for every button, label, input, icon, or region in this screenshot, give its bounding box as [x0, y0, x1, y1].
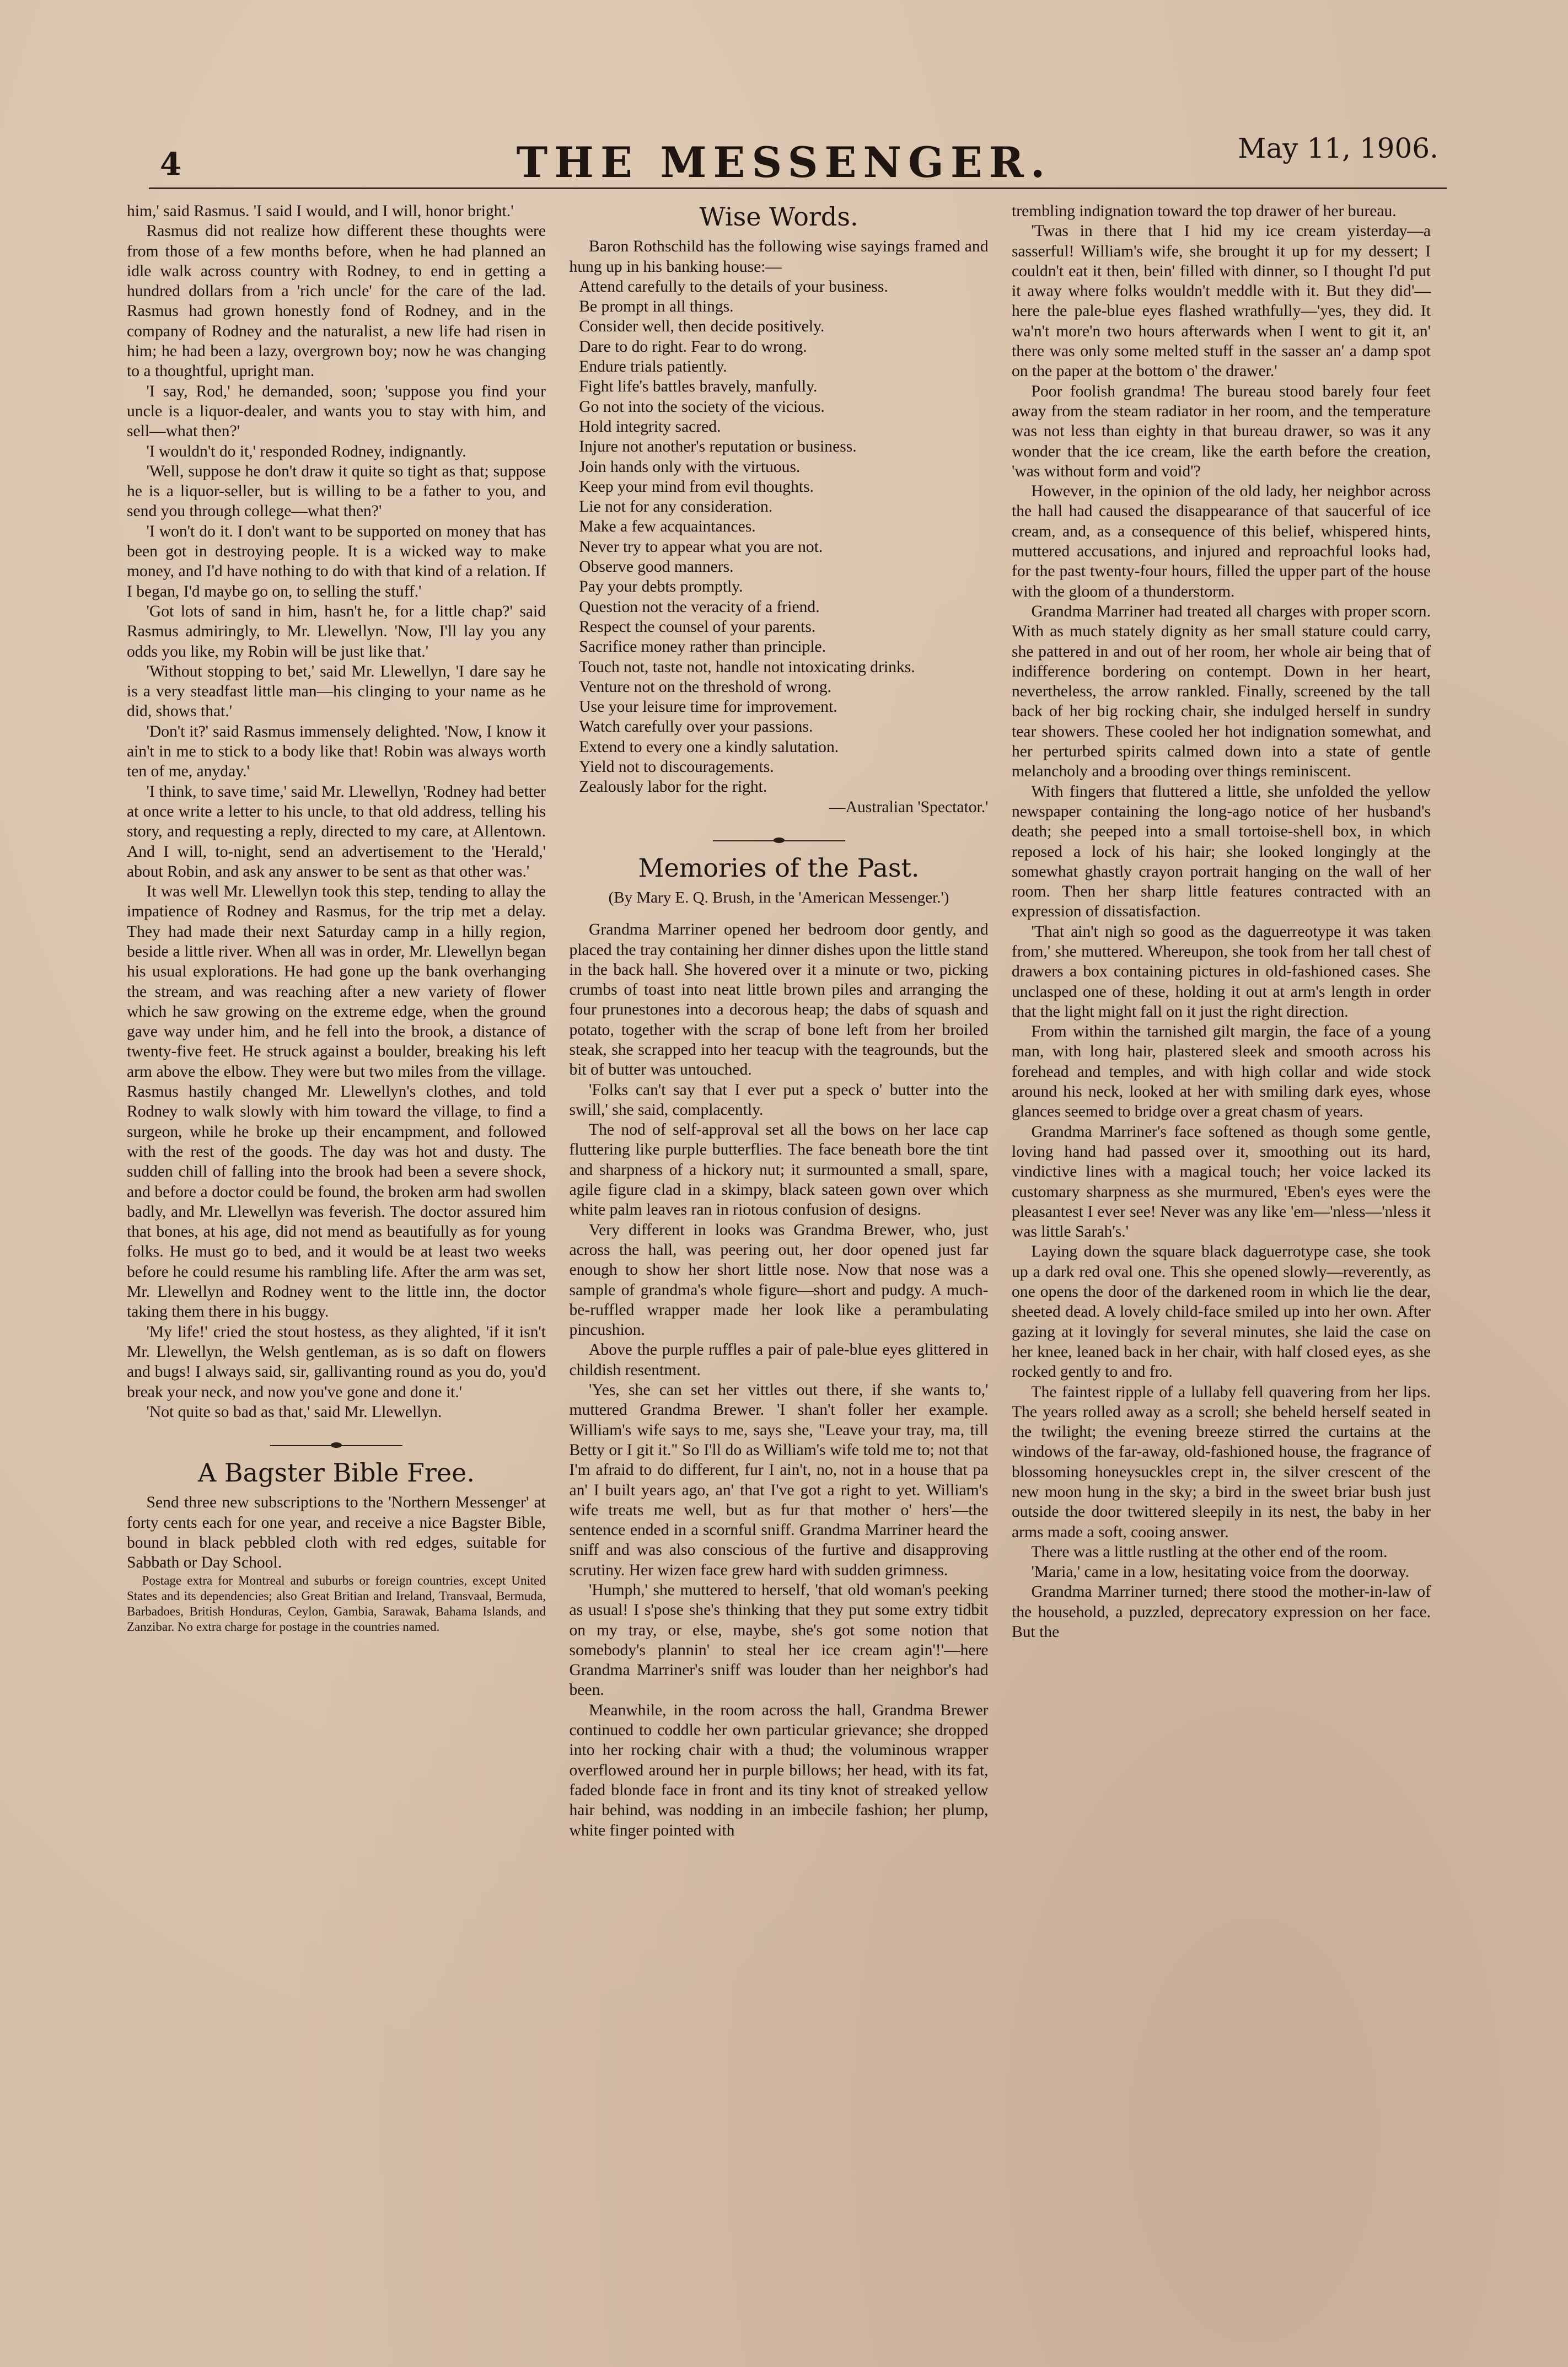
paragraph: Grandma Marriner had treated all charges with proper scorn. With as much stately dignity as her small stature could carry, she pattered in and out of her room, her whole air being that of indifference bordering on contempt. Down in her heart, nevertheless, the arrow rankled. Finally, screened by the tall back of her big rocking chair, she indulged herself in sundry tear showers. These cooled her hot indignation somewhat, and her perturbed spirits calmed down into a state of gentle melancholy and a brooding over things reminiscent.	[1012, 602, 1431, 781]
memories-byline: (By Mary E. Q. Brush, in the 'American Messenger.')	[608, 889, 949, 907]
paragraph: There was a little rustling at the other end of the room.	[1031, 1543, 1388, 1561]
column-3	[1012, 201, 1431, 1840]
masthead: THE MESSENGER.	[516, 138, 1052, 187]
paragraph: Grandma Marriner's face softened as though some gentle, loving hand had passed over it, smoothing out its hard, vindictive lines with a magical touch; her voice lacked its customary sharpness as she murmured, 'Eben's eyes were the pleasantest I ever see! Never was any like 'em—'nless—'nless it was little Sarah's.'	[1012, 1123, 1431, 1241]
saying-item: Touch not, taste not, handle not intoxicating drinks.	[579, 658, 915, 676]
paragraph: 'Don't it?' said Rasmus immensely delighted. 'Now, I know it ain't in me to stick to a body like that! Robin was always worth ten of me, anyday.'	[127, 722, 546, 781]
saying-item: Be prompt in all things.	[579, 298, 734, 316]
saying-item: Endure trials patiently.	[579, 358, 727, 376]
saying-item: Fight life's battles bravely, manfully.	[579, 378, 818, 396]
paragraph: 'Not quite so bad as that,' said Mr. Llewellyn.	[146, 1403, 442, 1421]
saying-item: Go not into the society of the vicious.	[579, 398, 825, 416]
saying-item: Attend carefully to the details of your business.	[579, 277, 888, 296]
paragraph: 'My life!' cried the stout hostess, as they alighted, 'if it isn't Mr. Llewellyn, the Welsh gentleman, as is so daft on flowers and bugs! I always said, sir, gallivanting round as you do, you'd break your neck, and now you've gone and done it.'	[127, 1323, 546, 1401]
paragraph: Grandma Marriner turned; there stood the mother-in-law of the household, a puzzled, deprecatory expression on her face. But the	[1012, 1583, 1431, 1641]
paragraph: 'Folks can't say that I ever put a speck o' butter into the swill,' she said, complacently.	[569, 1081, 989, 1119]
paragraph: From within the tarnished gilt margin, the face of a young man, with long hair, plastered sleek and smooth across his forehead and temples, and with high collar and wide stock around his neck, looked at her with smiling dark eyes, whose glances seemed to bridge over a great chasm of years.	[1012, 1023, 1431, 1121]
saying-item: Extend to every one a kindly salutation.	[579, 738, 839, 756]
saying-item: Dare to do right. Fear to do wrong.	[579, 337, 807, 356]
paragraph: 'I won't do it. I don't want to be supported on money that has been got in destroying people. It is a wicked way to make money, and I'd have nothing to do with that kind of a relation. If I began, I'd maybe go on, to selling the stuff.'	[127, 522, 546, 600]
paragraph: 'I say, Rod,' he demanded, soon; 'suppose you find your uncle is a liquor-dealer, and wants you to stay with him, and sell—what then?'	[127, 382, 546, 441]
paragraph: 'Without stopping to bet,' said Mr. Llewellyn, 'I dare say he is a very steadfast little man—his clinging to your name as he did, shows that.'	[127, 662, 546, 721]
saying-item: Consider well, then decide positively.	[579, 318, 825, 336]
wise-words-intro: Baron Rothschild has the following wise sayings framed and hung up in his banking house:—	[569, 238, 989, 276]
memories-title: Memories of the Past.	[638, 852, 920, 883]
paragraph: Grandma Marriner opened her bedroom door gently, and placed the tray containing her dinner dishes upon the little stand in the back hall. She hovered over it a minute or two, picking crumbs of toast into neat little brown piles and arranging the four prunestones into a decorous heap; the dabs of squash and potato, together with the scrap of bone left from her broiled steak, she scrapped into her teacup with the teagrounds, but the bit of butter was untouched.	[569, 921, 989, 1079]
saying-item: Injure not another's reputation or business.	[579, 438, 857, 456]
paragraph: Meanwhile, in the room across the hall, Grandma Brewer continued to coddle her own particular grievance; she dropped into her rocking chair with a thud; the voluminous wrapper overflowed around her in purple billows; her head, with its fat, faded blonde face in front and its tiny knot of streaked yellow hair behind, was nodding in an imbecile fashion; her plump, white finger pointed with	[569, 1701, 989, 1839]
saying-item: Never try to appear what you are not.	[579, 538, 823, 556]
sayings-list	[570, 277, 989, 797]
saying-item: Lie not for any consideration.	[579, 498, 773, 516]
paragraph: The faintest ripple of a lullaby fell quavering from her lips. The years rolled away as a scroll; she beheld herself seated in the twilight; the evening breeze stirred the curtains at the windows of the far-away, old-fashioned house, the fragrance of blossoming honeysuckles crept in, the silver crescent of the new moon hung in the sky; a bird in the sweet briar bush just outside the door twittered sleepily in its nest, the baby in her arms made a soft, cooing answer.	[1012, 1383, 1431, 1541]
paragraph: The nod of self-approval set all the bows on her lace cap fluttering like purple butterflies. The face beneath bore the tint and sharpness of a hickory nut; it surmounted a small, spare, agile figure clad in a skimpy, black sateen gown over which white palm leaves ran in riotous confusion of designs.	[569, 1121, 989, 1219]
saying-item: Question not the veracity of a friend.	[579, 598, 820, 616]
paragraph: It was well Mr. Llewellyn took this step, tending to allay the impatience of Rodney and Rasmus, for the trip met a delay. They had made their next Saturday camp in a hilly region, beside a little river. When all was in order, Mr. Llewellyn began his usual explorations. He had gone up the bank overhanging the stream, and was reaching after a new variety of flower which he saw growing on the extreme edge, when the ground gave way under him, and he fell into the brook, a distance of twenty-five feet. He struck against a boulder, breaking his left arm above the elbow. They were but two miles from the village. Rasmus hastily changed Mr. Llewellyn's clothes, and told Rodney to walk slowly with him toward the village, to find a surgeon, while he broke up their encampment, and followed with the rest of the goods. The day was hot and dusty. The sudden chill of falling into the brook had been a severe shock, and before a doctor could be found, the broken arm had swollen badly, and Mr. Llewellyn was feverish. The doctor assured him that bones, at his age, did not mend as beautifully as for young folks. He must go to bed, and it would be at least two weeks before he could resume his rambling life. After the arm was set, Mr. Llewellyn and Rodney went to the little inn, the doctor taking them there in his buggy.	[127, 883, 546, 1321]
saying-item: Sacrifice money rather than principle.	[579, 638, 826, 656]
ornament-separator	[270, 1442, 402, 1450]
bible-offer-title: A Bagster Bible Free.	[198, 1458, 475, 1488]
paragraph: However, in the opinion of the old lady, her neighbor across the hall had caused the disappearance of that saucerful of ice cream, and, as a consequence of this belief, whispered hints, muttered accusations, and injured and reproachful looks had, for the past twenty-four hours, filled the upper part of the house with the gloom of a thunderstorm.	[1012, 482, 1431, 600]
columns	[127, 201, 1431, 1840]
paragraph: 'Humph,' she muttered to herself, 'that old woman's peeking as usual! I s'pose she's thinking that they put some extry tidbit on my tray, or else, maybe, she's got some notion that somebody's plannin' to steal her ice cream agin'!'—here Grandma Marriner's sniff was louder than her neighbor's had been.	[569, 1581, 989, 1699]
paragraph: 'I think, to save time,' said Mr. Llewellyn, 'Rodney had better at once write a letter to his uncle, to that old address, telling his story, and requesting a reply, directed to my care, at Allentown. And I will, to-night, send an advertisement to the 'Herald,' about Robin, and ask any answer to be sent as that other was.'	[127, 782, 546, 881]
paragraph: 'Well, suppose he don't draw it quite so tight as that; suppose he is a liquor-seller, but is willing to be a father to you, and send you through college—what then?'	[127, 462, 546, 520]
saying-item: Respect the counsel of your parents.	[579, 618, 816, 636]
paragraph: 'Yes, she can set her vittles out there, if she wants to,' muttered Grandma Brewer. 'I shan't foller her example. William's wife says to me, says she, "Leave your tray, ma, till Betty or I git it." So I'll do as William's wife told me to; not that I'm afraid to do different, fur I ain't, no, not in a house that pa an' I built years ago, an' that I've got a right to yet. William's wife treats me well, but as fur that mother o' hers'—the sentence ended in a scornful sniff. Grandma Marriner heard the sniff and was also conscious of the furtive and disapproving scrutiny. Her wizen face grew hard with sudden grimness.	[569, 1381, 989, 1579]
bible-offer-text: Send three new subscriptions to the 'Northern Messenger' at forty cents each for one year, and receive a nice Bagster Bible, bound in black pebbled cloth with red edges, suitable for Sabbath or Day School.	[127, 1494, 546, 1572]
paragraph: 'That ain't nigh so good as the daguerreotype it was taken from,' she muttered. Whereupon, she took from her tall chest of drawers a box containing pictures in old-fashioned cases. She unclasped one of these, holding it out at arm's length in order that the light might fall on it just the right direction.	[1012, 922, 1431, 1021]
wise-words-title: Wise Words.	[699, 202, 858, 232]
saying-item: Zealously labor for the right.	[579, 778, 767, 796]
saying-item: Venture not on the threshold of wrong.	[579, 678, 832, 696]
saying-item: Watch carefully over your passions.	[579, 718, 813, 736]
saying-item: Yield not to discouragements.	[579, 758, 774, 776]
paragraph: Rasmus did not realize how different these thoughts were from those of a few months before, when he had planned an idle walk across country with Rodney, to end in getting a hundred dollars from a 'rich uncle' for the care of the lad. Rasmus had grown honestly fond of Rodney, and in the company of Rodney and the naturalist, a new life had risen in him; he had been a lazy, overgrown boy; now he was changing to a thoughtful, upright man.	[127, 222, 546, 380]
saying-item: Join hands only with the virtuous.	[579, 458, 801, 476]
paragraph: 'Twas in there that I hid my ice cream yisterday—a sasserful! William's wife, she brought it up for my dessert; I couldn't eat it then, bein' filled with dinner, so I thought I'd put it away where folks wouldn't meddle with it. But they did'—here the pale-blue eyes flashed wrathfully—'yes, they did. It wa'n't more'n two hours afterwards when I went to git it, an' there was only some melted stuff in the sasser an' a damp spot on the paper at the bottom o' the drawer.'	[1012, 222, 1431, 380]
wise-words-attribution: —Australian 'Spectator.'	[829, 798, 989, 816]
saying-item: Make a few acquaintances.	[579, 518, 756, 536]
saying-item: Pay your debts promptly.	[579, 578, 743, 596]
paragraph: Above the purple ruffles a pair of pale-blue eyes glittered in childish resentment.	[569, 1341, 989, 1379]
saying-item: Keep your mind from evil thoughts.	[579, 477, 814, 496]
paragraph: With fingers that fluttered a little, she unfolded the yellow newspaper containing the long-ago notice of her husband's death; she peeped into a small tortoise-shell box, in which reposed a lock of his hair; she looked longingly at the somewhat ghastly crayon portrait hanging on the wall of her room. Then her sharp little features contracted with an expression of dissatisfaction.	[1012, 782, 1431, 921]
paragraph: 'Got lots of sand in him, hasn't he, for a little chap?' said Rasmus admiringly, to Mr. Llewellyn. 'Now, I'll lay you any odds you like, my Robin will be just like that.'	[127, 602, 546, 661]
postage-note: Postage extra for Montreal and suburbs or foreign countries, except United States and its dependencies; also Great Britian and Ireland, Transvaal, Bermuda, Barbadoes, British Honduras, Ceylon, Gambia, Sarawak, Bahama Islands, and Zanzibar. No extra charge for postage in the countries named.	[127, 1573, 546, 1634]
saying-item: Hold integrity sacred.	[579, 417, 721, 436]
issue-date: May 11, 1906.	[1238, 132, 1438, 164]
header-rule	[149, 187, 1447, 189]
saying-item: Observe good manners.	[579, 558, 734, 576]
page-number: 4	[160, 146, 181, 183]
paragraph: 'I wouldn't do it,' responded Rodney, indignantly.	[146, 442, 466, 460]
saying-item: Use your leisure time for improvement.	[579, 698, 837, 716]
ornament-separator	[713, 837, 845, 845]
paragraph: Laying down the square black daguerrotype case, she took up a dark red oval one. This she opened slowly—reverently, as one opens the door of the darkened room in which lie the dear, sheeted dead. A lovely child-face smiled up into her own. After gazing at it lovingly for several minutes, she laid the case on her knee, leaned back in her chair, with half closed eyes, as she rocked gently to and fro.	[1012, 1243, 1431, 1381]
paragraph: trembling indignation toward the top drawer of her bureau.	[1012, 202, 1397, 220]
column-2	[570, 201, 989, 1840]
paragraph: Very different in looks was Grandma Brewer, who, just across the hall, was peering out, her door opened just far enough to show her short little nose. Now that nose was a sample of grandma's whole figure—short and pudgy. A much-be-ruffled wrapper made her look like a perambulating pincushion.	[569, 1221, 989, 1339]
column-1	[127, 201, 546, 1840]
paragraph: Poor foolish grandma! The bureau stood barely four feet away from the steam radiator in her room, and the temperature was not less than eighty in that bureau drawer, so was it any wonder that the ice cream, like the earth before the creation, 'was without form and void'?	[1012, 382, 1431, 480]
page-header	[0, 102, 1568, 185]
paragraph: 'Maria,' came in a low, hesitating voice from the doorway.	[1031, 1563, 1410, 1581]
paragraph: him,' said Rasmus. 'I said I would, and I will, honor bright.'	[127, 202, 514, 220]
